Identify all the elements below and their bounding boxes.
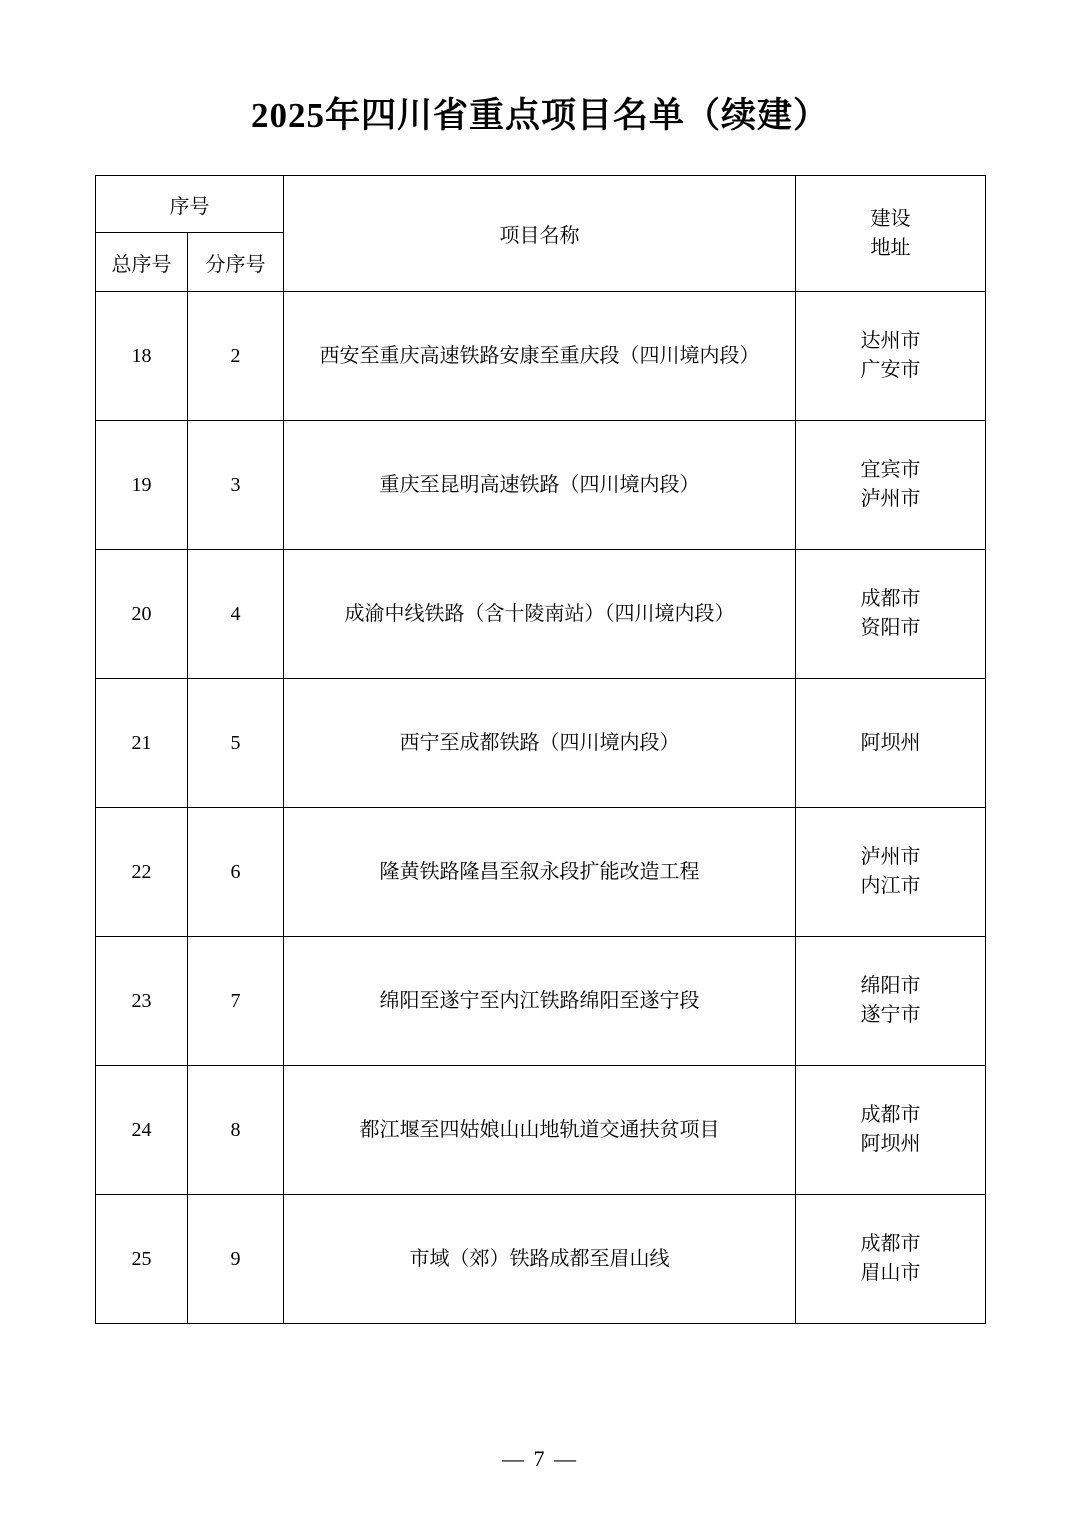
cell-sub-no: 6 xyxy=(188,808,284,937)
cell-sub-no: 5 xyxy=(188,679,284,808)
cell-project-name: 西宁至成都铁路（四川境内段） xyxy=(284,679,796,808)
header-address-line1: 建设 xyxy=(870,207,911,230)
header-project-name: 项目名称 xyxy=(284,176,796,292)
table-row xyxy=(96,292,986,421)
cell-sub-no: 7 xyxy=(188,937,284,1066)
table-row xyxy=(96,421,986,550)
cell-project-name: 市域（郊）铁路成都至眉山线 xyxy=(284,1195,796,1324)
cell-project-name: 都江堰至四姑娘山山地轨道交通扶贫项目 xyxy=(284,1066,796,1195)
table-row xyxy=(96,808,986,937)
cell-total-no: 19 xyxy=(96,421,188,550)
page-number: — 7 — xyxy=(502,1446,578,1471)
project-list-table xyxy=(95,175,986,1324)
table-row xyxy=(96,1195,986,1324)
cell-total-no: 18 xyxy=(96,292,188,421)
address-line: 成都市 xyxy=(860,1104,921,1126)
address-line: 达州市 xyxy=(860,330,921,352)
header-address xyxy=(796,176,986,292)
cell-total-no: 20 xyxy=(96,550,188,679)
cell-sub-no: 4 xyxy=(188,550,284,679)
cell-sub-no: 9 xyxy=(188,1195,284,1324)
table-row xyxy=(96,937,986,1066)
table-row xyxy=(96,1066,986,1195)
cell-project-name: 成渝中线铁路（含十陵南站）（四川境内段） xyxy=(284,550,796,679)
cell-total-no: 22 xyxy=(96,808,188,937)
address-line: 泸州市 xyxy=(860,488,921,510)
cell-total-no: 21 xyxy=(96,679,188,808)
table-header-row-1 xyxy=(96,176,986,233)
address-line: 阿坝州 xyxy=(860,1133,921,1155)
cell-project-name: 西安至重庆高速铁路安康至重庆段（四川境内段） xyxy=(284,292,796,421)
cell-sub-no: 2 xyxy=(188,292,284,421)
address-line: 广安市 xyxy=(860,359,921,381)
cell-address xyxy=(796,808,986,937)
cell-address xyxy=(796,1195,986,1324)
address-line: 绵阳市 xyxy=(860,975,921,997)
cell-total-no: 23 xyxy=(96,937,188,1066)
header-seq-group: 序号 xyxy=(96,176,284,233)
cell-project-name: 重庆至昆明高速铁路（四川境内段） xyxy=(284,421,796,550)
cell-address xyxy=(796,679,986,808)
cell-address xyxy=(796,421,986,550)
cell-address xyxy=(796,550,986,679)
cell-total-no: 25 xyxy=(96,1195,188,1324)
cell-project-name: 绵阳至遂宁至内江铁路绵阳至遂宁段 xyxy=(284,937,796,1066)
header-address-line2: 地址 xyxy=(870,236,911,259)
page-title: 2025年四川省重点项目名单（续建） xyxy=(250,96,829,135)
cell-address xyxy=(796,292,986,421)
cell-sub-no: 8 xyxy=(188,1066,284,1195)
address-line: 内江市 xyxy=(860,875,921,897)
address-line: 遂宁市 xyxy=(860,1004,921,1026)
address-line: 眉山市 xyxy=(860,1262,921,1284)
table-row xyxy=(96,679,986,808)
address-line: 资阳市 xyxy=(860,617,921,639)
header-total-no: 总序号 xyxy=(96,233,188,292)
table-container xyxy=(95,137,985,1324)
cell-address xyxy=(796,1066,986,1195)
cell-address xyxy=(796,937,986,1066)
cell-sub-no: 3 xyxy=(188,421,284,550)
address-line: 成都市 xyxy=(860,1233,921,1255)
cell-project-name: 隆黄铁路隆昌至叙永段扩能改造工程 xyxy=(284,808,796,937)
cell-total-no: 24 xyxy=(96,1066,188,1195)
address-line: 泸州市 xyxy=(860,846,921,868)
table-row xyxy=(96,550,986,679)
address-line: 阿坝州 xyxy=(860,731,921,754)
address-line: 成都市 xyxy=(860,588,921,610)
address-line: 宜宾市 xyxy=(860,459,921,481)
header-sub-no: 分序号 xyxy=(188,233,284,292)
